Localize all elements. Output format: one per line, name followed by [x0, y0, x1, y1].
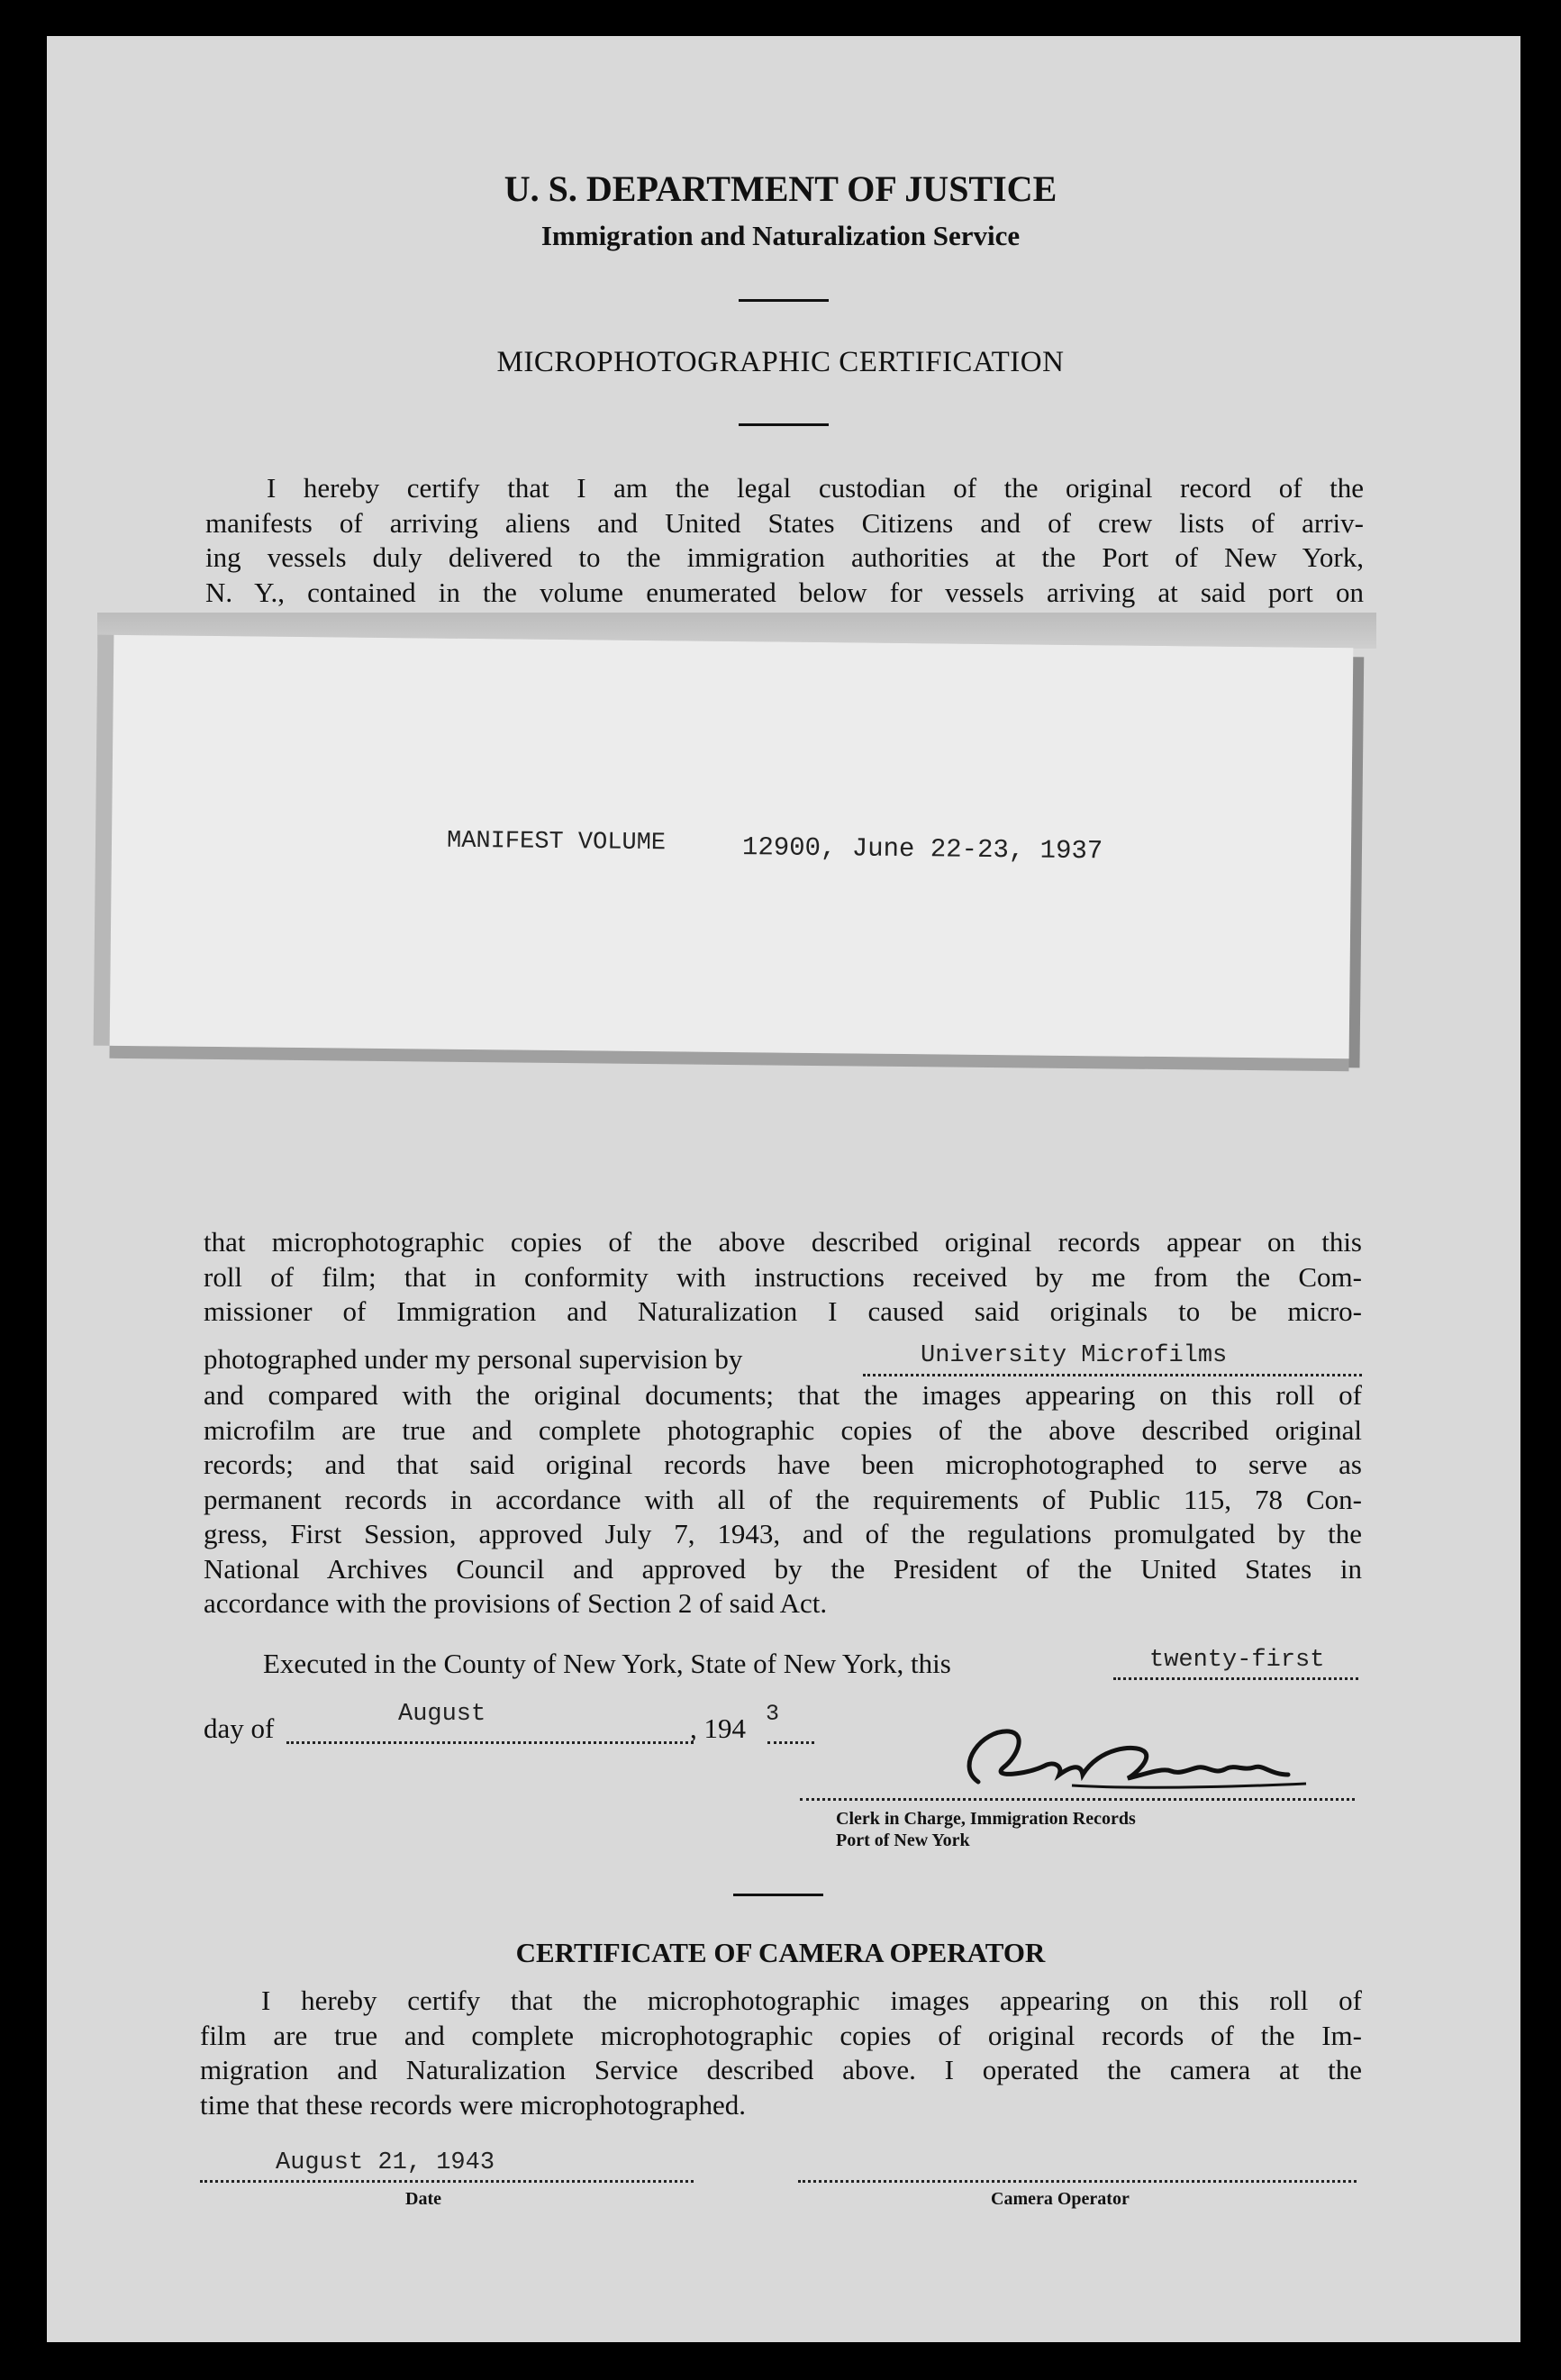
camera-line: time that these records were microphotographed.	[200, 2088, 746, 2121]
certification-title: MICROPHOTOGRAPHIC CERTIFICATION	[496, 346, 1065, 378]
intro-line: ing vessels duly delivered to the immigration authorities at the Port of New York,	[205, 541, 1364, 573]
intro-line: I hereby certify that I am the legal custodian of the original record of the	[267, 472, 1364, 504]
month-value: August	[398, 1701, 486, 1728]
divider-top	[739, 299, 829, 302]
divider-camera	[733, 1894, 823, 1896]
month-dots	[286, 1741, 694, 1744]
camera-line: film are true and complete microphotographic copies of original records of the Im-	[200, 2019, 1362, 2051]
date-value: August 21, 1943	[276, 2149, 495, 2176]
camera-line: I hereby certify that the microphotographic images appearing on this roll of	[261, 1985, 1362, 2016]
body-paragraph-b	[204, 1378, 1362, 1621]
body-line: permanent records in accordance with all of the requirements of Public 115, 78 Con-	[204, 1483, 1362, 1515]
supervision-value: University Microfilms	[921, 1342, 1228, 1369]
date-line	[200, 2180, 694, 2183]
manifest-volume-value: 12900, June 22-23, 1937	[741, 832, 1103, 867]
signature-stroke	[969, 1731, 1288, 1782]
camera-operator-label: Camera Operator	[991, 2189, 1130, 2209]
clerk-signature-line	[800, 1798, 1355, 1801]
body-line: microfilm are true and complete photographic copies of the above described original	[204, 1413, 1362, 1446]
executed-day-dots	[1113, 1677, 1358, 1680]
camera-heading: CERTIFICATE OF CAMERA OPERATOR	[515, 1937, 1046, 1968]
body-line: and compared with the original documents; that the images appearing on this roll of	[204, 1379, 1362, 1411]
manifest-slip	[110, 635, 1354, 1058]
body-line: gress, First Session, approved July 7, 1943, and of the regulations promulgated by the	[204, 1518, 1362, 1549]
supervision-prefix: photographed under my personal supervision by	[204, 1343, 743, 1375]
camera-paragraph	[200, 1984, 1362, 2122]
clerk-title: Clerk in Charge, Immigration Records	[836, 1809, 1136, 1829]
intro-line: manifests of arriving aliens and United States Citizens and of crew lists of arriv-	[205, 506, 1364, 539]
body-line: records; and that said original records have been microphotographed to serve as	[204, 1449, 1362, 1480]
date-label: Date	[405, 2189, 441, 2209]
executed-prefix: Executed in the County of New York, State of New York, this	[263, 1648, 951, 1679]
body-line: roll of film; that in conformity with instructions received by me from the Com-	[204, 1260, 1362, 1293]
camera-operator-line	[798, 2180, 1357, 2183]
clerk-signature	[928, 1712, 1324, 1811]
manifest-volume-label: MANIFEST VOLUME	[446, 827, 667, 858]
supervision-dots	[863, 1374, 1362, 1376]
year-digit: 3	[766, 1701, 780, 1727]
signature-underline	[1072, 1784, 1306, 1787]
agency-title: U. S. DEPARTMENT OF JUSTICE	[504, 168, 1057, 209]
clerk-port: Port of New York	[836, 1830, 970, 1850]
body-line: missioner of Immigration and Naturalization I caused said originals to be micro-	[204, 1295, 1362, 1327]
executed-day-value: twenty-first	[1149, 1647, 1325, 1674]
body-line: accordance with the provisions of Section 2 of said Act.	[204, 1587, 828, 1619]
body-paragraph-a	[204, 1225, 1362, 1330]
service-subtitle: Immigration and Naturalization Service	[540, 220, 1021, 251]
year-dots	[767, 1741, 814, 1744]
body-line: National Archives Council and approved by the President of the United States in	[204, 1552, 1362, 1585]
body-line: that microphotographic copies of the above described original records appear on this	[204, 1226, 1362, 1258]
divider-second	[739, 423, 829, 426]
intro-line: N. Y., contained in the volume enumerated below for vessels arriving at said port on	[205, 576, 1364, 608]
day-of-label: day of	[204, 1712, 275, 1744]
year-prefix: , 194	[690, 1712, 746, 1744]
camera-line: migration and Naturalization Service described above. I operated the camera at the	[200, 2054, 1362, 2085]
